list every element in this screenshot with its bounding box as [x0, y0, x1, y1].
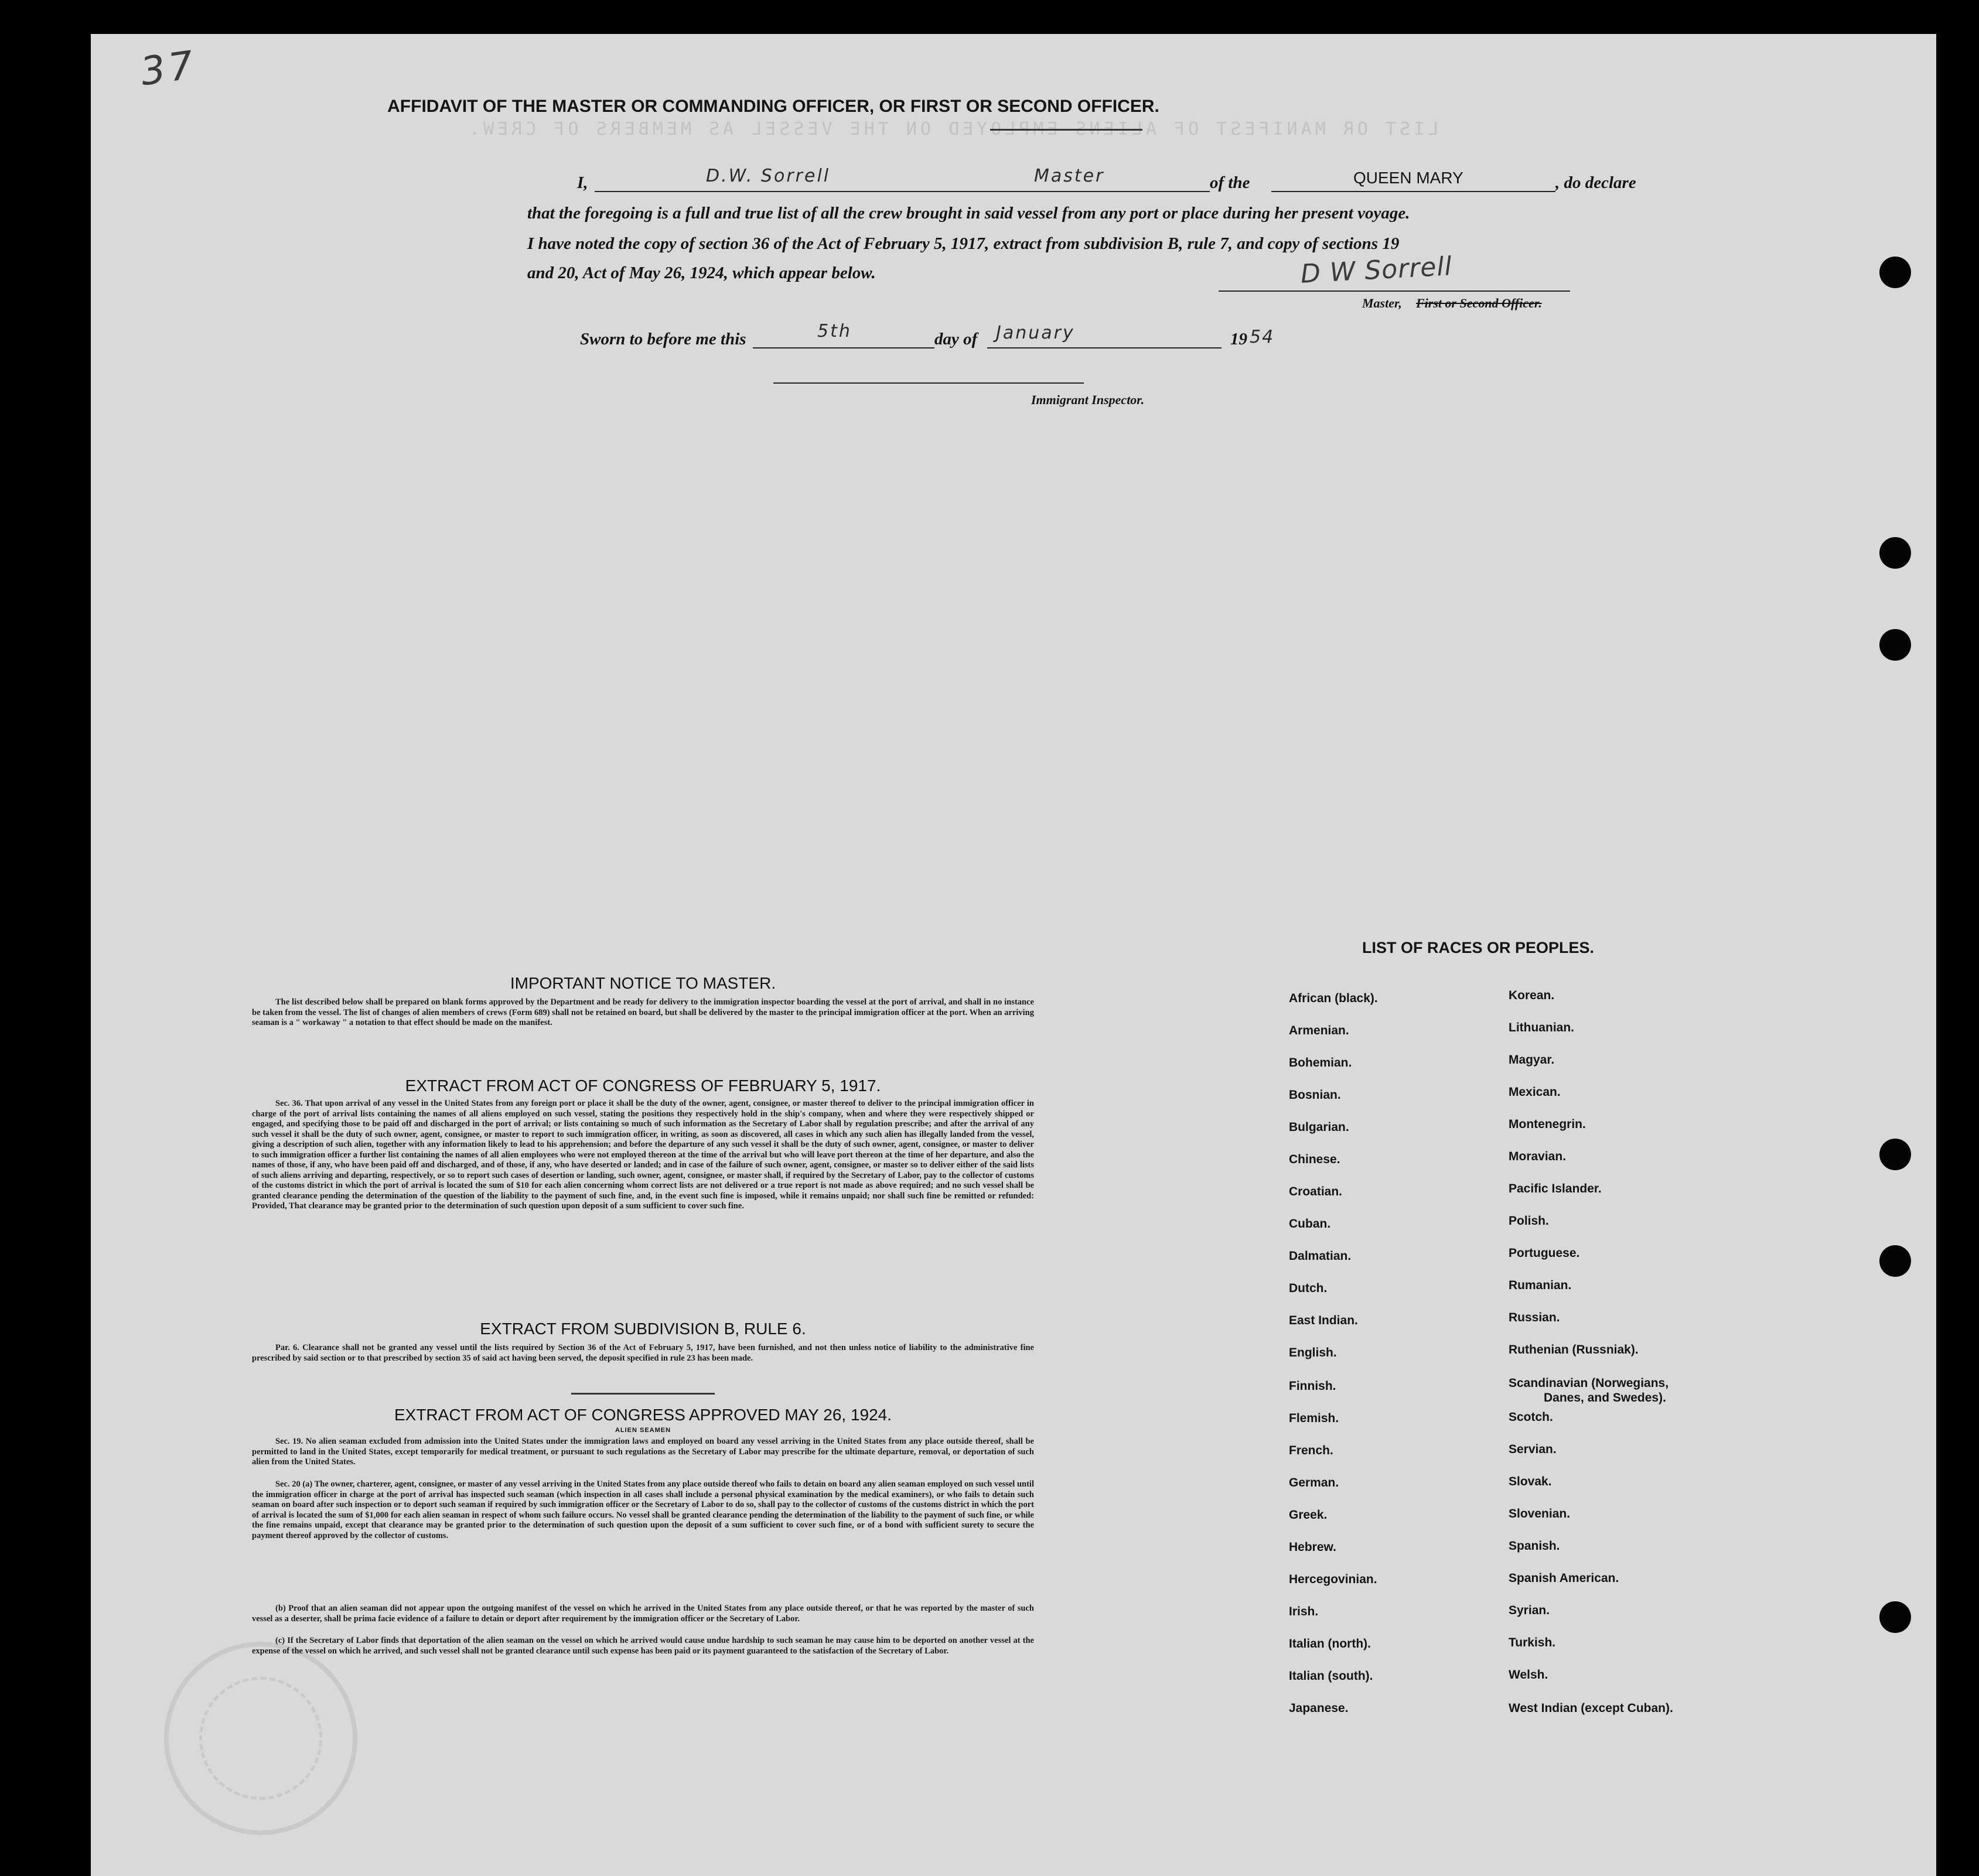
- sworn-year-written: 54: [1250, 327, 1275, 347]
- race-left-11: East Indian.: [1289, 1314, 1358, 1327]
- sworn-day-line: [753, 347, 934, 348]
- race-left-2: Armenian.: [1289, 1024, 1349, 1037]
- race-left-9: Dalmatian.: [1289, 1249, 1352, 1263]
- extract-1917-body: Sec. 36. That upon arrival of any vessel in the United States from any foreign port or place it shall be the duty of the owner, agent, consignee, or master thereof to deliver to the principal immigration officer in charge of the port of arrival lists containing the names of all aliens employed on such vessel, stating the positions they respectively hold in the ship's company, when and where they were respectively shipped or engaged, and specifying those to be paid off and discharged in the port of arrival; or lists containing so much of such information as the Secretary of Labor shall by regulation prescribe; and after the arrival of any such vessel it shall be the duty of such owner, agent, consignee, or master to report to such immigration officer, in writing, as soon as discovered, all cases in which any such alien has illegally landed from the vessel, giving a description of such alien, together with any information likely to lead to his apprehension; and before the departure of any such vessel it shall be the duty of such owner, agent, consignee, or master to deliver to such immigration officer a further list containing the names of all alien employees who were not employed thereon at the time of the arrival but who will leave port thereon at the time of her departure, and also the names of those, if any, who have been paid off and discharged, and of those, if any, who have deserted or landed; and in case of the failure of such owner, agent, consignee, or master so to deliver either of the said lists of such aliens arriving and departing, respectively, or so to report such cases of desertion or landing, such owner, agent, consignee, or master shall, if required by the Secretary of Labor, pay to the collector of customs of the customs district in which the port of arrival is located the sum of $10 for each alien concerning whom correct lists are not delivered or a true report is not made as above required; and no such vessel shall be granted clearance pending the determination of the question of the liability to the payment of such fine, and, in the event such fine is imposed, while it remains unpaid; nor shall such fine be remitted or refunded: Provided, That clearance may be granted prior to the determination of such question upon deposit of a sum sufficient to cover such fine.: [252, 1099, 1034, 1211]
- rule-6-body: Par. 6. Clearance shall not be granted any vessel until the lists required by Section 36 of the Act of February 5, 1917, have been furnished, and not then unless notice of liability to the administrative fine prescribed by said section or to that prescribed by section 35 of said act having been served, the deposit specified in rule 23 has been made.: [252, 1343, 1034, 1363]
- race-left-4: Bosnian.: [1289, 1088, 1341, 1102]
- race-right-21: Turkish.: [1509, 1636, 1556, 1649]
- race-right-19: Spanish American.: [1509, 1571, 1619, 1585]
- sworn-year-printed: 19: [1230, 330, 1247, 348]
- inspector-caption: Immigrant Inspector.: [1031, 392, 1145, 407]
- affidavit-do-declare: , do declare: [1555, 173, 1636, 192]
- affidavit-line-2: that the foregoing is a full and true list of all the crew brought in said vessel from any port or place during her present voyage.: [527, 204, 1410, 223]
- race-right-8: Polish.: [1509, 1214, 1549, 1228]
- extract-1924-sec-20a: Sec. 20 (a) The owner, charterer, agent, consignee, or master of any vessel arriving in the United States from any place outside thereof who fails to detain on board any alien seaman employed on such vessel until the immigration officer in charge at the port of arrival has inspected such seaman (which inspection in all cases shall include a personal physical examination by the medical examiners), or who fails to detain such seaman on board after such inspection or to deport such seaman if required by such immigration officer or the Secretary of Labor to do so, shall pay to the collector of customs of the customs district in which the port of arrival is located the sum of $1,000 for each alien seaman in respect of whom such failure occurs. No vessel shall be granted clearance pending the determination of the liability to the payment of such fine, or while the fine remains unpaid, except that clearance may be granted prior to the determination of such question upon the deposit of a sum sufficient to cover such fine, or of a bond with sufficient surety to secure the payment thereof approved by the collector of customs.: [252, 1479, 1034, 1540]
- page-number: 37: [138, 42, 200, 95]
- race-right-20: Syrian.: [1509, 1604, 1550, 1617]
- race-left-21: Italian (north).: [1289, 1637, 1371, 1651]
- bleed-through-heading: LIST OR MANIFEST OF ALIENS EMPLOYED ON THE VESSEL AS MEMBERS OF CREW.: [466, 119, 1439, 139]
- race-left-14: Flemish.: [1289, 1412, 1339, 1425]
- sworn-day-written: 5th: [817, 321, 852, 341]
- affidavit-vessel-written: QUEEN MARY: [1353, 169, 1463, 187]
- race-right-5: Montenegrin.: [1509, 1118, 1586, 1131]
- signature-line: [1219, 291, 1570, 292]
- extract-1924-title: EXTRACT FROM ACT OF CONGRESS APPROVED MAY 26, 1924.: [394, 1406, 892, 1424]
- inspector-line: [773, 382, 1084, 384]
- affidavit-vessel-line: [1271, 191, 1555, 192]
- races-title: LIST OF RACES OR PEOPLES.: [1362, 939, 1595, 956]
- sworn-month-line: [987, 347, 1221, 348]
- race-right-23: West Indian (except Cuban).: [1509, 1701, 1673, 1715]
- affidavit-i-prefix: I,: [577, 173, 588, 192]
- race-right-15: Servian.: [1509, 1443, 1557, 1456]
- punch-hole-4: [1879, 1139, 1911, 1170]
- bleed-through-stamp-inner: [199, 1677, 322, 1800]
- signer-caption-master: Master,: [1362, 296, 1402, 310]
- race-left-18: Hebrew.: [1289, 1540, 1336, 1554]
- race-left-6: Chinese.: [1289, 1153, 1340, 1166]
- race-right-16: Slovak.: [1509, 1475, 1552, 1488]
- extract-1917-title: EXTRACT FROM ACT OF CONGRESS OF FEBRUARY 5, 1917.: [405, 1077, 881, 1095]
- signer-caption-struck: First or Second Officer.: [1416, 296, 1542, 310]
- race-left-22: Italian (south).: [1289, 1669, 1373, 1683]
- affidavit-name-line: [595, 191, 1210, 192]
- affidavit-name-written: D.W. Sorrell: [706, 166, 831, 186]
- race-right-11: Russian.: [1509, 1311, 1560, 1324]
- notice-body: The list described below shall be prepared on blank forms approved by the Department and be ready for delivery to the immigration inspector boarding the vessel at the port of arrival, and shall in no instance be taken from the vessel. The list of changes of alien members of crews (Form 689) shall not be retained on board, but shall be delivered by the master to the principal immigration officer at the port. When an arriving seaman is a " workaway " a notation to that effect should be made on the manifest.: [252, 997, 1034, 1027]
- race-left-3: Bohemian.: [1289, 1056, 1352, 1069]
- extract-1924-sec-19: Sec. 19. No alien seaman excluded from admission into the United States under the immigration laws and employed on board any vessel arriving in the United States from any place outside thereof, shall be permitted to land in the United States, except temporarily for medical treatment, or pursuant to such regulations as the Secretary of Labor may prescribe for the ultimate departure, removal, or deportation of such alien from the United States.: [252, 1437, 1034, 1467]
- document-page: [91, 34, 1936, 1876]
- punch-hole-1: [1879, 257, 1911, 288]
- race-left-15: French.: [1289, 1444, 1333, 1457]
- notice-title: IMPORTANT NOTICE TO MASTER.: [510, 974, 776, 992]
- race-left-23: Japanese.: [1289, 1701, 1349, 1715]
- race-left-20: Irish.: [1289, 1605, 1319, 1618]
- race-right-10: Rumanian.: [1509, 1279, 1572, 1292]
- affidavit-title: AFFIDAVIT OF THE MASTER OR COMMANDING OFFICER, OR FIRST OR SECOND OFFICER.: [387, 97, 1159, 116]
- race-left-19: Hercegovinian.: [1289, 1573, 1377, 1586]
- race-left-1: African (black).: [1289, 992, 1378, 1005]
- race-left-13: Finnish.: [1289, 1379, 1336, 1393]
- affidavit-rank-written: Master: [1034, 166, 1105, 186]
- race-right-9: Portuguese.: [1509, 1246, 1580, 1260]
- master-signature: D W Sorrell: [1299, 251, 1453, 289]
- race-right-1: Korean.: [1509, 989, 1555, 1002]
- race-right-13: Scandinavian (Norwegians,: [1509, 1376, 1669, 1390]
- race-left-10: Dutch.: [1289, 1282, 1328, 1295]
- sworn-day-of: day of: [934, 330, 978, 348]
- affidavit-line-4: and 20, Act of May 26, 1924, which appear below.: [527, 264, 876, 282]
- race-left-7: Croatian.: [1289, 1185, 1343, 1198]
- extract-1924-sec-20c: (c) If the Secretary of Labor finds that deportation of the alien seaman on the vessel on which he arrived would cause undue hardship to such seaman he may cause him to be deported on another vessel at the expense of the vessel on which he arrived, and such vessel shall not be granted clearance until such expense has been paid or its payment guaranteed to the satisfaction of the Secretary of Labor.: [252, 1636, 1034, 1656]
- race-left-8: Cuban.: [1289, 1217, 1331, 1231]
- race-left-17: Greek.: [1289, 1508, 1328, 1522]
- affidavit-of-the: of the: [1210, 173, 1250, 192]
- race-left-16: German.: [1289, 1476, 1339, 1489]
- affidavit-title-rule: [990, 129, 1142, 131]
- race-right-17: Slovenian.: [1509, 1507, 1571, 1520]
- race-right-18: Spanish.: [1509, 1539, 1560, 1553]
- sworn-prefix: Sworn to before me this: [580, 330, 746, 348]
- sworn-month-written: January: [996, 323, 1075, 343]
- punch-hole-5: [1879, 1245, 1911, 1277]
- race-right-3: Magyar.: [1509, 1053, 1555, 1067]
- race-right-6: Moravian.: [1509, 1150, 1567, 1163]
- affidavit-line-3: I have noted the copy of section 36 of the Act of February 5, 1917, extract from subdivision B, rule 7, and copy of sections 19: [527, 234, 1400, 253]
- rule-6-title: EXTRACT FROM SUBDIVISION B, RULE 6.: [480, 1320, 806, 1338]
- race-right-2: Lithuanian.: [1509, 1021, 1574, 1034]
- race-right-7: Pacific Islander.: [1509, 1182, 1602, 1195]
- extract-1924-sec-20b: (b) Proof that an alien seaman did not appear upon the outgoing manifest of the vessel on which he arrived in the United States from any place outside thereof, or that he was reported by the master of such vessel as a deserter, shall be prima facie evidence of a failure to detain or deport after requirement by the immigration officer or the Secretary of Labor.: [252, 1604, 1034, 1624]
- extract-1924-subtitle: ALIEN SEAMEN: [615, 1427, 671, 1434]
- race-right-13-cont: Danes, and Swedes).: [1544, 1391, 1666, 1405]
- race-left-5: Bulgarian.: [1289, 1120, 1349, 1134]
- punch-hole-2: [1879, 537, 1911, 569]
- punch-hole-3: [1879, 629, 1911, 661]
- rule-6-divider: [571, 1393, 715, 1395]
- race-right-14: Scotch.: [1509, 1410, 1553, 1424]
- race-right-22: Welsh.: [1509, 1668, 1548, 1682]
- race-right-4: Mexican.: [1509, 1085, 1561, 1099]
- punch-hole-6: [1879, 1601, 1911, 1633]
- race-left-12: English.: [1289, 1346, 1337, 1359]
- race-right-12: Ruthenian (Russniak).: [1509, 1343, 1639, 1356]
